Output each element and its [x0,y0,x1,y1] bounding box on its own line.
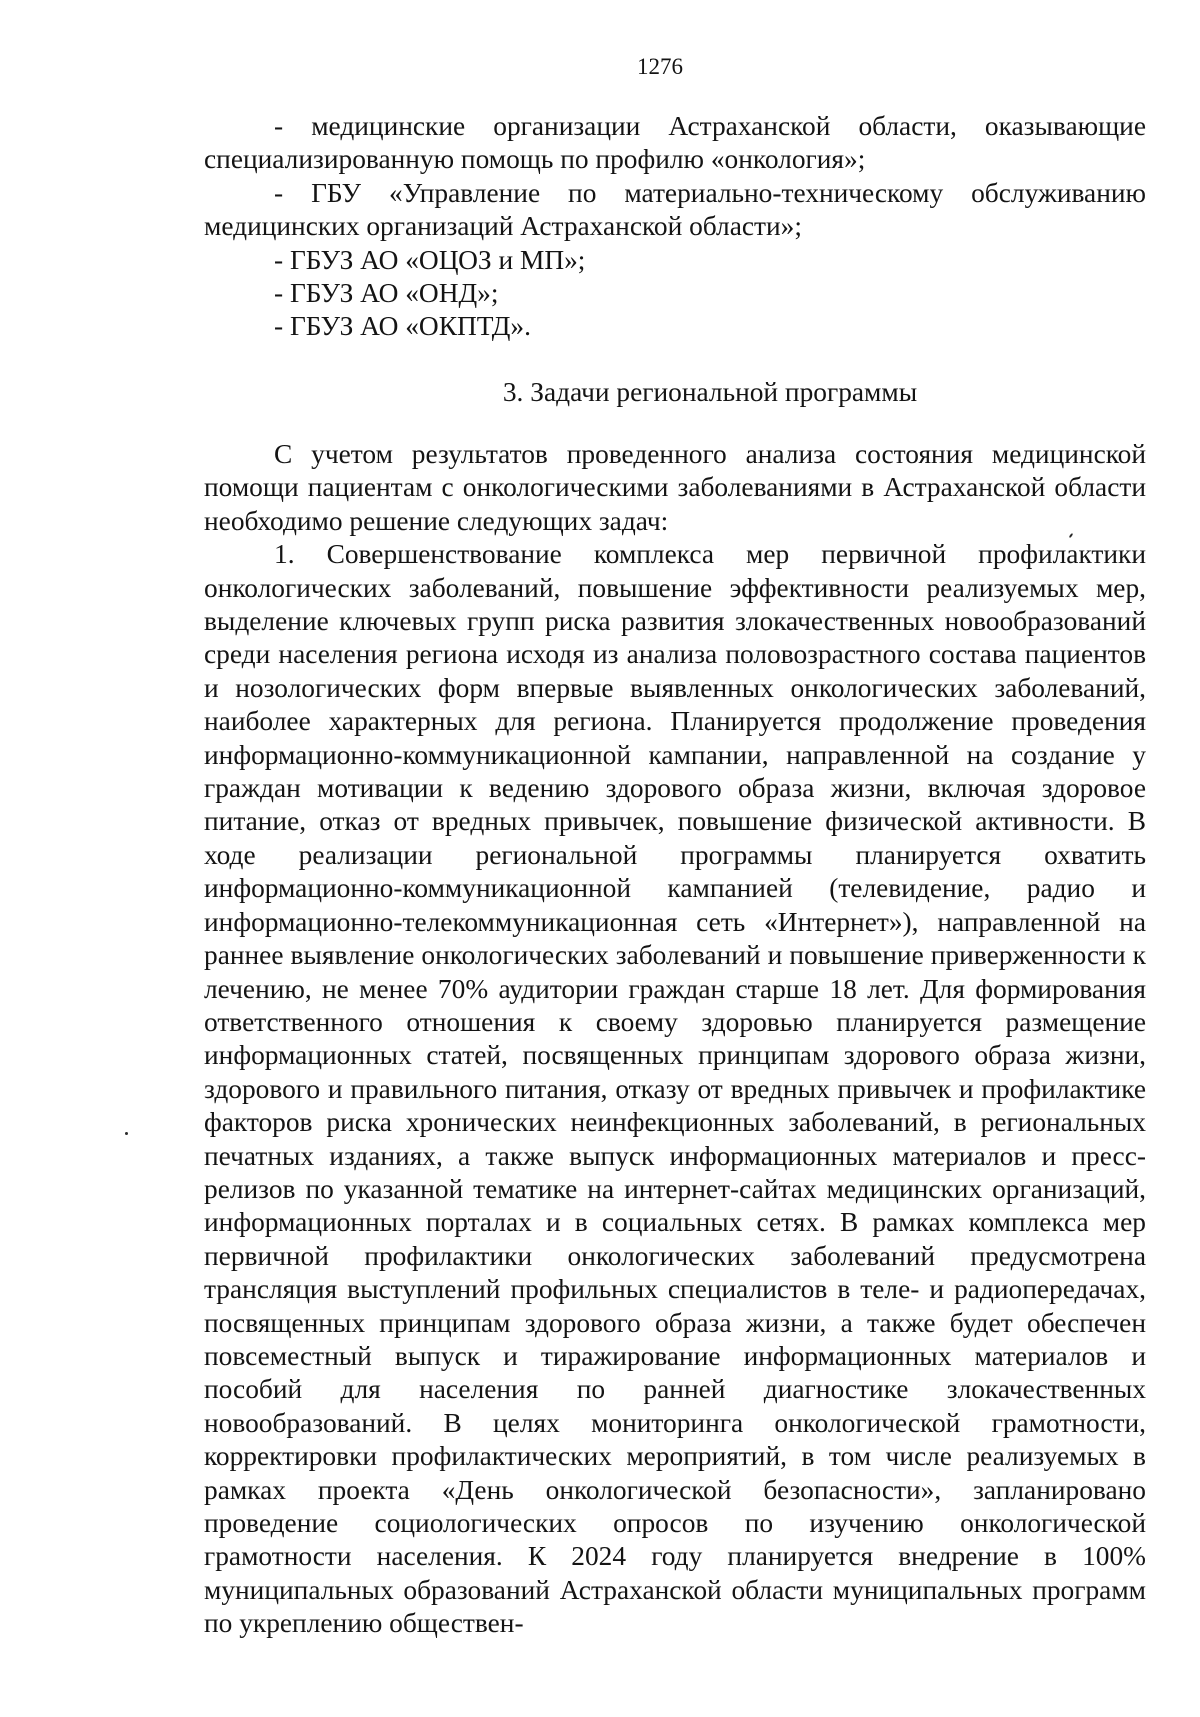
list-item: - ГБУЗ АО «ОЦОЗ и МП»; [274,244,586,275]
intro-paragraph: С учетом результатов проведенного анализа состояния медицинской помощи пациентам с онкологическими заболеваниями в Астраханской области необходимо решение следующих задач: [204,439,1146,536]
section-body [204,438,1146,1641]
list-item: - ГБУЗ АО «ОНД»; [274,278,499,309]
page-number: 1276 [637,54,683,79]
list-item: - ГБУЗ АО «ОКПТД». [274,311,531,342]
section-heading: 3. Задачи региональной программы [502,377,918,407]
organization-list [204,110,1146,344]
list-item: - медицинские организации Астраханской области, оказывающие специализированную помощь по профилю «онкология»; [204,111,1146,175]
task-1-paragraph: 1. Совершенствование комплекса мер первичной профилактики онкологических заболеваний, повышение эффективности реализуемых мер, выделение ключевых групп риска развития злокачественных новообразований среди населения региона исходя из анализа половозрастного состава пациентов и нозологических форм впервые выявленных онкологических заболеваний, наиболее характерных для региона. Планируется продолжение проведения информационно-коммуникационной кампании, направленной на создание у граждан мотивации к ведению здорового образа жизни, включая здоровое питание, отказ от вредных привычек, повышение физической активности. В ходе реализации региональной программы планируется охватить информационно-коммуникационной кампанией (телевидение, радио и информационно-телекоммуникационная сеть «Интернет»), направленной на раннее выявление онкологических заболеваний и повышение приверженности к лечению, не менее 70% аудитории граждан старше 18 лет. Для формирования ответственного отношения к своему здоровью планируется размещение информационных статей, посвященных принципам здорового образа жизни, здорового и правильного питания, отказу от вредных привычек и профилактике факторов риска хронических неинфекционных заболеваний, в региональных печатных изданиях, а также выпуск информационных материалов и пресс-релизов по указанной тематике на интернет-сайтах медицинских организаций, информационных порталах и в социальных сетях. В рамках комплекса мер первичной профилактики онкологических заболеваний предусмотрена трансляция выступлений профильных специалистов в теле- и радиопередачах, посвященных принципам здорового образа жизни, а также будет обеспечен повсеместный выпуск и тиражирование информационных материалов и пособий для населения по ранней диагностике злокачественных новообразований. В целях мониторинга онкологической грамотности, корректировки профилактических мероприятий, в том числе реализуемых в рамках проекта «День онкологической безопасности», запланировано проведение социологических опросов по изучению онкологической грамотности населения. К 2024 году планируется внедрение в 100% муниципальных образований Астраханской области муниципальных программ по укреплению обществен- [204,539,1146,1639]
scan-speck [125,1132,128,1135]
list-item: - ГБУ «Управление по материально-техническому обслуживанию медицинских организаций Астраханской области»; [204,177,1146,242]
